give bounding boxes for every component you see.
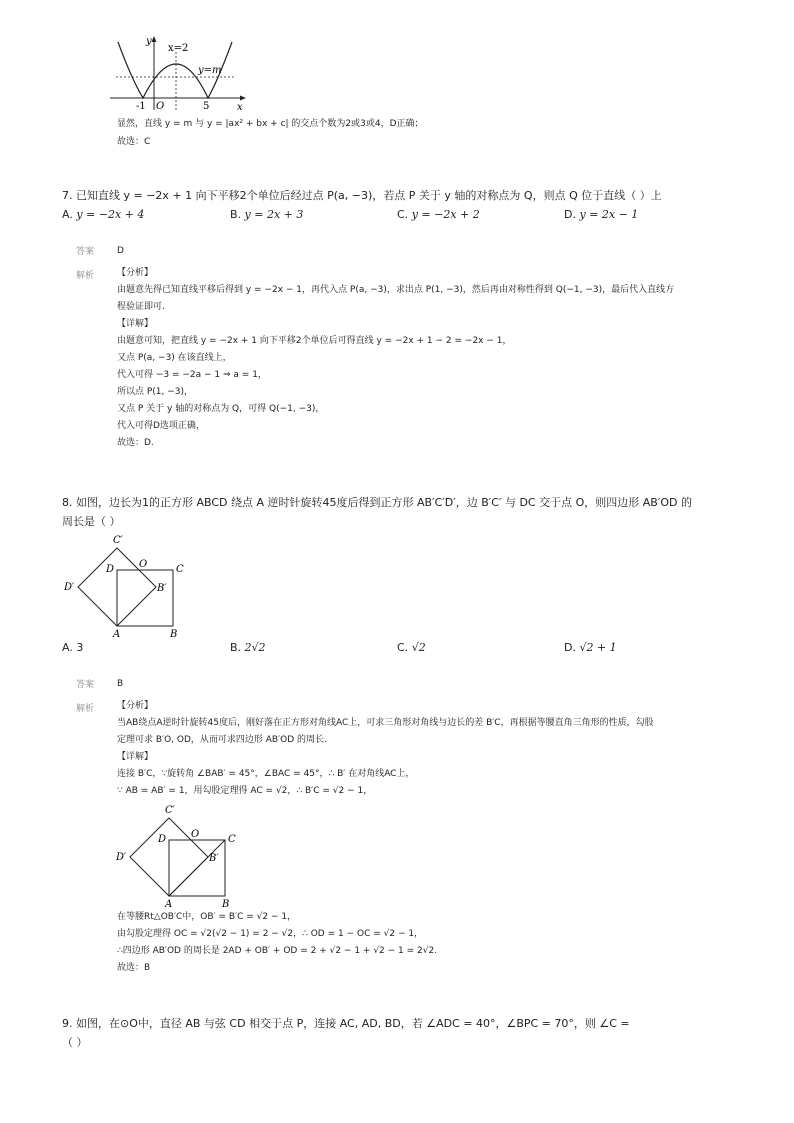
option-text: √2 — [411, 641, 426, 654]
line-y-label: y=m — [198, 65, 222, 76]
q8-stem-line2: 周长是（ ） — [62, 515, 121, 528]
q9-stem-line1: 9. 如图，在⊙O中，直径 AB 与弦 CD 相交于点 P，连接 AC, AD, BD，若 ∠ADC = 40°，∠BPC = 70°，则 ∠C = — [62, 1017, 630, 1030]
label-c-prime: C′ — [113, 535, 123, 546]
label-b: B — [170, 629, 178, 640]
option-text: y = 2x − 1 — [579, 208, 639, 221]
x-axis-label: x — [237, 102, 243, 112]
q7-answer-label: 答案 — [76, 247, 95, 257]
label-c: C — [228, 834, 236, 845]
q8-analysis-after — [117, 910, 737, 978]
q8-option-b[interactable] — [230, 641, 266, 654]
q7-analysis — [117, 266, 737, 453]
option-text: 3 — [76, 641, 84, 654]
q7-option-c[interactable] — [397, 208, 480, 221]
analysis-line: 程验证即可. — [117, 302, 165, 312]
label-b-prime: B′ — [157, 583, 167, 594]
option-key: B. — [230, 208, 242, 221]
label-d: D — [158, 834, 167, 845]
analysis-line: 在等腰Rt△OB′C中，OB′ = B′C = √2 − 1， — [117, 912, 297, 922]
analysis-line: ∴四边形 AB′OD 的周长是 2AD + OB′ + OD = 2 + √2 − 1 + √2 − 1 = 2√2. — [117, 946, 438, 956]
label-b-prime: B′ — [209, 853, 219, 864]
q7-analysis-label: 解析 — [76, 271, 95, 281]
analysis-line: 代入可得D选项正确， — [117, 421, 205, 431]
label-a: A — [165, 899, 173, 910]
analysis-line: 【分析】 — [117, 268, 154, 278]
q7-option-d[interactable] — [564, 208, 638, 221]
line-x-label: x=2 — [168, 43, 189, 54]
label-d-prime: D′ — [116, 852, 127, 863]
option-text: 2√2 — [244, 641, 266, 654]
prev-solution-line2: 故选：C — [117, 137, 151, 147]
analysis-line: 【详解】 — [117, 752, 154, 762]
analysis-line: 由题意可知，把直线 y = −2x + 1 向下平移2个单位后可得直线 y = −2x + 1 − 2 = −2x − 1， — [117, 336, 512, 346]
option-key: A. — [62, 641, 73, 654]
q7-stem: 7. 已知直线 y = −2x + 1 向下平移2个单位后经过点 P(a, −3)，若点 P 关于 y 轴的对称点为 Q，则点 Q 位于直线（ ）上 — [62, 189, 662, 202]
label-o: O — [191, 829, 200, 840]
option-key: A. — [62, 208, 73, 221]
analysis-line: 由题意先得已知直线平移后得到 y = −2x − 1，再代入点 P(a, −3)，求出点 P(1, −3)，然后再由对称性得到 Q(−1, −3)，最后代入直线方 — [117, 285, 675, 295]
analysis-line: 故选：D. — [117, 438, 154, 448]
analysis-line: 连接 B′C，∵旋转角 ∠BAB′ = 45°，∠BAC = 45°，∴ B′ 在对角线AC上， — [117, 769, 415, 779]
analysis-line: ∵ AB = AB′ = 1，用勾股定理得 AC = √2，∴ B′C = √2 − 1， — [117, 786, 373, 796]
rotated-square-figure — [60, 530, 195, 640]
analysis-line: 由勾股定理得 OC = √2(√2 − 1) = 2 − √2，∴ OD = 1 − OC = √2 − 1， — [117, 929, 424, 939]
q8-option-c[interactable] — [397, 641, 426, 654]
q8-answer: B — [117, 679, 124, 689]
analysis-line: 【分析】 — [117, 701, 154, 711]
option-key: C. — [397, 641, 409, 654]
label-c: C — [176, 564, 184, 575]
analysis-line: 当AB绕点A逆时针旋转45度后，刚好落在正方形对角线AC上，可求三角形对角线与边长的差 B′C，再根据等腰直角三角形的性质，勾股 — [117, 718, 654, 728]
parabola-graph — [108, 34, 253, 112]
q7-option-a[interactable] — [62, 208, 144, 221]
label-c-prime: C′ — [165, 805, 175, 816]
option-text: y = 2x + 3 — [244, 208, 304, 221]
option-key: B. — [230, 641, 242, 654]
y-axis-label: y — [146, 36, 152, 47]
q7-answer: D — [117, 246, 124, 256]
label-b: B — [222, 899, 230, 910]
tick-neg1: -1 — [136, 101, 146, 112]
option-text: √2 + 1 — [579, 641, 617, 654]
q8-option-d[interactable] — [564, 641, 617, 654]
q8-answer-label: 答案 — [76, 680, 95, 690]
analysis-line: 又点 P 关于 y 轴的对称点为 Q，可得 Q(−1, −3)， — [117, 404, 325, 414]
option-key: D. — [564, 641, 576, 654]
analysis-line: 故选：B — [117, 963, 151, 973]
label-d-prime: D′ — [64, 582, 75, 593]
label-d: D — [106, 564, 115, 575]
analysis-line: 【详解】 — [117, 319, 154, 329]
tick-5: 5 — [203, 101, 210, 112]
q7-option-b[interactable] — [230, 208, 303, 221]
q8-analysis-label: 解析 — [76, 704, 95, 714]
q8-stem-line1: 8. 如图，边长为1的正方形 ABCD 绕点 A 逆时针旋转45度后得到正方形 AB′C′D′，边 B′C′ 与 DC 交于点 O，则四边形 AB′OD 的 — [62, 496, 692, 509]
q8-option-a[interactable] — [62, 641, 83, 654]
label-a: A — [113, 629, 121, 640]
origin-label: O — [156, 101, 165, 112]
q9-stem-line2: （ ） — [62, 1036, 88, 1049]
analysis-line: 所以点 P(1, −3)， — [117, 387, 194, 397]
q8-analysis-before — [117, 699, 737, 801]
analysis-line: 代入可得 −3 = −2a − 1 ⇒ a = 1， — [117, 370, 267, 380]
option-key: D. — [564, 208, 576, 221]
option-key: C. — [397, 208, 409, 221]
analysis-line: 定理可求 B′O, OD，从而可求四边形 AB′OD 的周长. — [117, 735, 327, 745]
option-text: y = −2x + 4 — [76, 208, 145, 221]
label-o: O — [139, 559, 148, 570]
solution-figure — [112, 800, 247, 910]
prev-solution-line1: 显然，直线 y = m 与 y = |ax² + bx + c| 的交点个数为2或3或4，D正确； — [117, 119, 424, 129]
analysis-line: 又点 P(a, −3) 在该直线上， — [117, 353, 232, 363]
option-text: y = −2x + 2 — [411, 208, 480, 221]
